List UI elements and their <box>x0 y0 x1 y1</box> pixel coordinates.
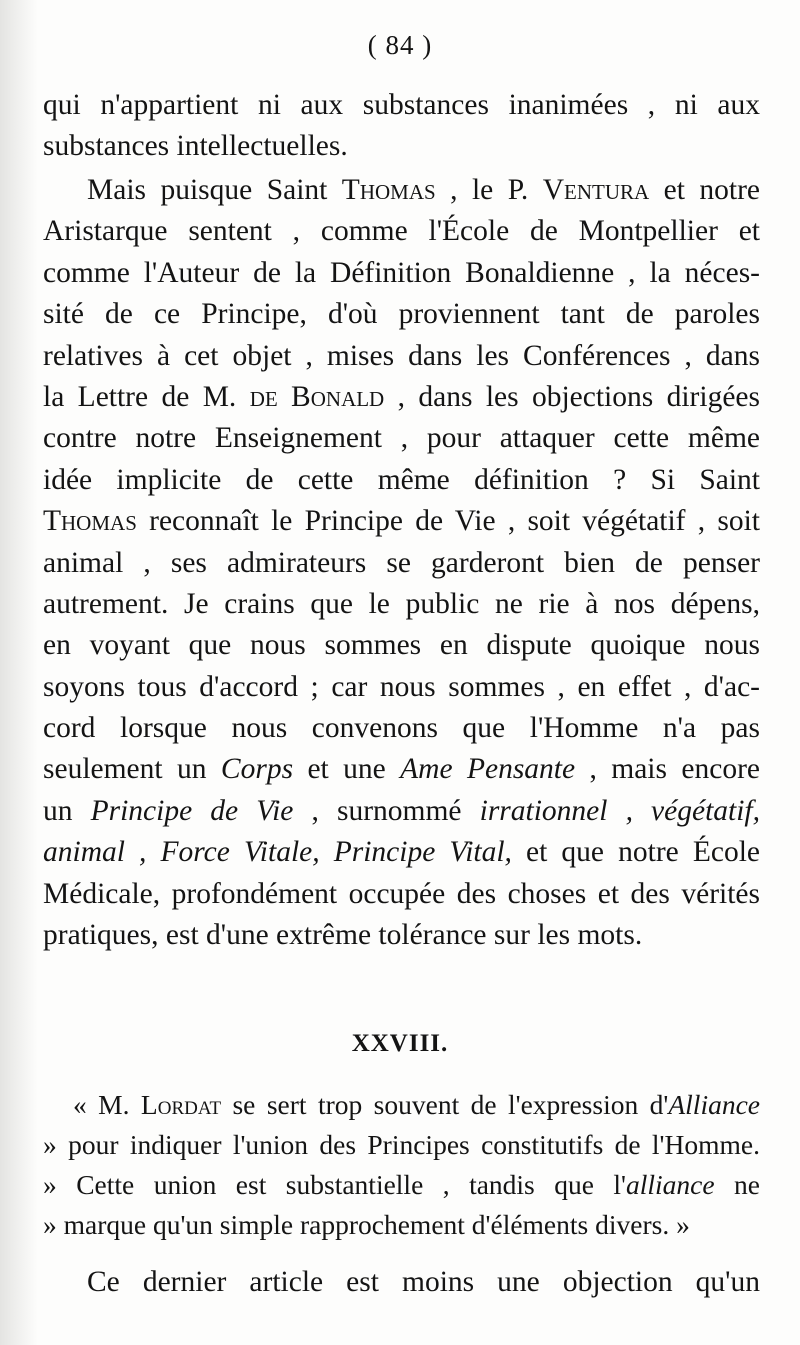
text-line: la Lettre de M. de Bonald , dans les objections dirigées <box>43 380 760 413</box>
text-line: en voyant que nous sommes en dispute quoique nous <box>43 629 760 662</box>
text-line: seulement un Corps et une Ame Pensante , mais encore <box>43 753 760 786</box>
italic-term: alliance <box>625 1169 715 1200</box>
paragraph-1 <box>43 85 760 168</box>
italic-term: Corps <box>220 753 294 786</box>
text-line: Médicale, profondément occupée des choses et des vérités <box>43 877 760 910</box>
page-number: ( 84 ) <box>367 30 433 60</box>
text-line: Aristarque sentent , comme l'École de Montpellier et <box>43 215 760 248</box>
text-line: sité de ce Principe, d'où proviennent tant de paroles <box>43 298 760 331</box>
italic-term: irrationnel , végétatif, <box>479 794 760 827</box>
text-line: soyons tous d'accord ; car nous sommes , en effet , d'ac- <box>43 670 760 703</box>
author-name: Thomas <box>43 505 137 538</box>
author-name: de Bonald <box>249 380 385 413</box>
text-line: » pour indiquer l'union des Principes constitutifs de l'Homme. <box>43 1129 760 1160</box>
text-line: qui n'appartient ni aux substances inanimées , ni aux <box>43 89 760 121</box>
text-line: animal , Force Vitale, Principe Vital, et que notre École <box>43 836 760 869</box>
quotation-block <box>43 1085 760 1245</box>
text-line: un Principe de Vie , surnommé irrationnel , végétatif, <box>43 794 760 827</box>
italic-term: Alliance <box>668 1089 760 1120</box>
italic-term: Principe de Vie <box>90 794 294 827</box>
text-line: animal , ses admirateurs se garderont bien de penser <box>43 546 760 579</box>
text-line: autrement. Je crains que le public ne rie à nos dépens, <box>43 587 760 620</box>
paragraph-2 <box>43 170 760 956</box>
text-line: idée implicite de cette même définition ? Si Saint <box>43 463 760 496</box>
text-line: contre notre Enseignement , pour attaquer cette même <box>43 422 760 455</box>
paragraph-3 <box>43 1262 760 1303</box>
text-line: Thomas reconnaît le Principe de Vie , soit végétatif , soit <box>43 505 760 538</box>
text-line: Ce dernier article est moins une objection qu'un <box>87 1266 760 1298</box>
text-line: » marque qu'un simple rapprochement d'éléments divers. » <box>43 1209 690 1240</box>
text-line: « M. Lordat se sert trop souvent de l'expression d'Alliance <box>73 1089 760 1120</box>
text-line: cord lorsque nous convenons que l'Homme n'a pas <box>43 712 760 745</box>
text-line: substances intellectuelles. <box>43 130 348 163</box>
text-line: pratiques, est d'une extrême tolérance sur les mots. <box>43 919 643 952</box>
text-line: » Cette union est substantielle , tandis que l'alliance ne <box>43 1169 760 1200</box>
italic-term: Ame Pensante <box>400 753 576 786</box>
page-edge-shadow <box>0 0 38 1345</box>
text-line: relatives à cet objet , mises dans les Conférences , dans <box>43 339 760 372</box>
author-name: Lordat <box>140 1089 222 1120</box>
author-name: Ventura <box>542 174 650 206</box>
italic-term: animal , Force Vitale, Principe Vital, <box>43 836 512 869</box>
text-line: comme l'Auteur de la Définition Bonaldienne , la néces- <box>43 256 760 289</box>
text-line: Mais puisque Saint Thomas , le P. Ventura et notre <box>87 174 760 206</box>
section-heading: XXVIII. <box>351 1030 449 1057</box>
author-name: Thomas <box>341 174 436 206</box>
